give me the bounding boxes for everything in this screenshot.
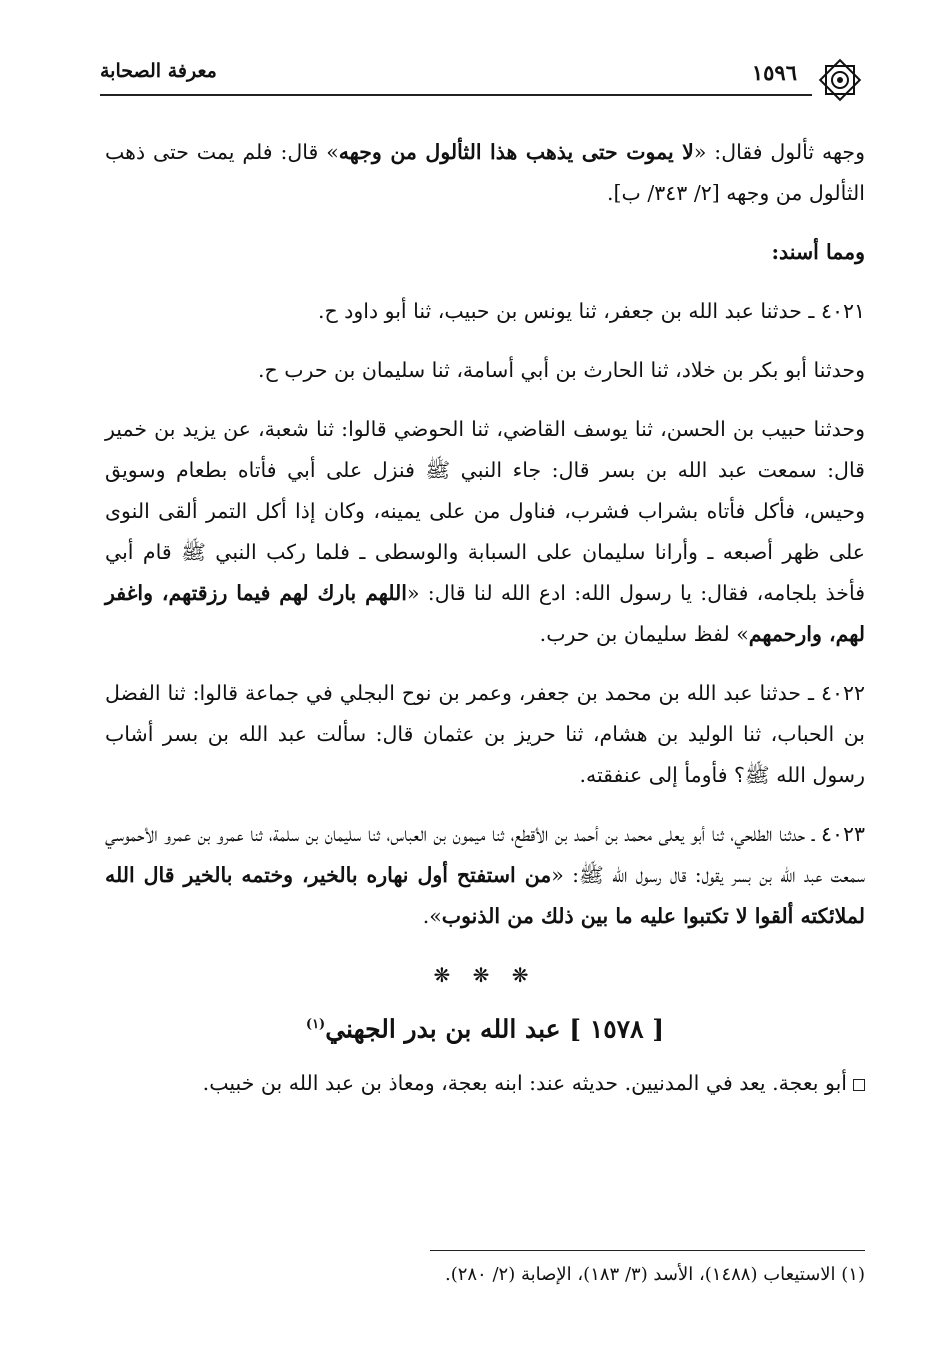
entry-description: أبو بعجة. يعد في المدنيين. حديثه عند: ابنه بعجة، ومعاذ بن عبد الله بن خبيب.: [105, 1063, 865, 1104]
square-bullet-icon: [853, 1079, 865, 1091]
entry-heading: [ ١٥٧٨ ] عبد الله بن بدر الجهني$^{(١)}$: [305, 1014, 665, 1044]
book-title: معرفة الصحابة: [100, 60, 217, 82]
footnote: (١) الاستيعاب (١٤٨٨)، الأسد (٣/ ١٨٣)، الإصابة (٢/ ٢٨٠).: [444, 1264, 865, 1285]
section-separator: ❋ ❋ ❋: [433, 963, 537, 987]
hadith-quote: اللهم بارك لهم فيما رزقتهم، واغفر لهم، وارحمهم: [105, 581, 865, 646]
paragraph-1: وجهه ثألول فقال: «لا يموت حتى يذهب هذا الثألول من وجهه» قال: فلم يمت حتى ذهب الثألول من وجهه [٢/ ٣٤٣/ ب].: [105, 140, 865, 205]
hadith-4023: ٤٠٢٣ ـ حدثنا الطلحي، ثنا أبو يعلى محمد بن أحمد بن الأقطع، ثنا ميمون بن العباس، ثنا سليمان بن سلمة، ثنا عمرو بن عمرو الأحموسي سمعت عبد الله بن بسر يقول: قال رسول الله ﷺ: «من استفتح أول نهاره بالخير، وختمه بالخير قال الله لملائكته ألقوا لا تكتبوا عليه ما بين ذلك من الذنوب».: [105, 822, 865, 928]
hadith-paragraph: وحدثنا حبيب بن الحسن، ثنا يوسف القاضي، ثنا الحوضي قالوا: ثنا شعبة، عن يزيد بن خمير قال: سمعت عبد الله بن بسر قال: جاء النبي ﷺ فنزل على أبي فأتاه بطعام وسويق وحيس، فأكل فأتاه بشراب فشرب، فناول من على يمينه، وكان إذا أكل التمر ألقى النوى على ظهر أصبعه ـ وأرانا سليمان على السبابة والوسطى ـ فلما ركب النبي ﷺ قام أبي فأخذ بلجامه، فقال: يا رسول الله: ادع الله لنا قال: «اللهم بارك لهم فيما رزقتهم، واغفر لهم، وارحمهم» لفظ سليمان بن حرب.: [105, 417, 865, 646]
footnote-rule: [430, 1250, 865, 1251]
footnote-marker: (١): [305, 1017, 326, 1032]
page-number: ١٥٩٦: [751, 60, 797, 85]
musnad-label: ومما أسند:: [771, 240, 865, 264]
hadith-4021: ٤٠٢١ ـ حدثنا عبد الله بن جعفر، ثنا يونس بن حبيب، ثنا أبو داود ح.: [317, 299, 865, 323]
main-text: [105, 132, 865, 1122]
page-header: [100, 55, 865, 95]
hadith-quote: من استفتح أول نهاره بالخير، وختمه بالخير قال الله لملائكته ألقوا لا تكتبوا عليه ما بين ذلك من الذنوب: [105, 863, 865, 928]
hadith-quote: لا يموت حتى يذهب هذا الثألول من وجهه: [338, 140, 694, 164]
isnad-paragraph: وحدثنا أبو بكر بن خلاد، ثنا الحارث بن أبي أسامة، ثنا سليمان بن حرب ح.: [257, 358, 865, 382]
header-rule: [100, 94, 812, 96]
octagram-ornament-icon: [815, 55, 865, 105]
hadith-4022: ٤٠٢٢ ـ حدثنا عبد الله بن محمد بن جعفر، وعمر بن نوح البجلي في جماعة قالوا: ثنا الفضل بن الحباب، ثنا الوليد بن هشام، ثنا حريز بن عثمان قال: سألت عبد الله بن بسر أشاب رسول الله ﷺ؟ فأومأ إلى عنفقته.: [105, 681, 865, 787]
